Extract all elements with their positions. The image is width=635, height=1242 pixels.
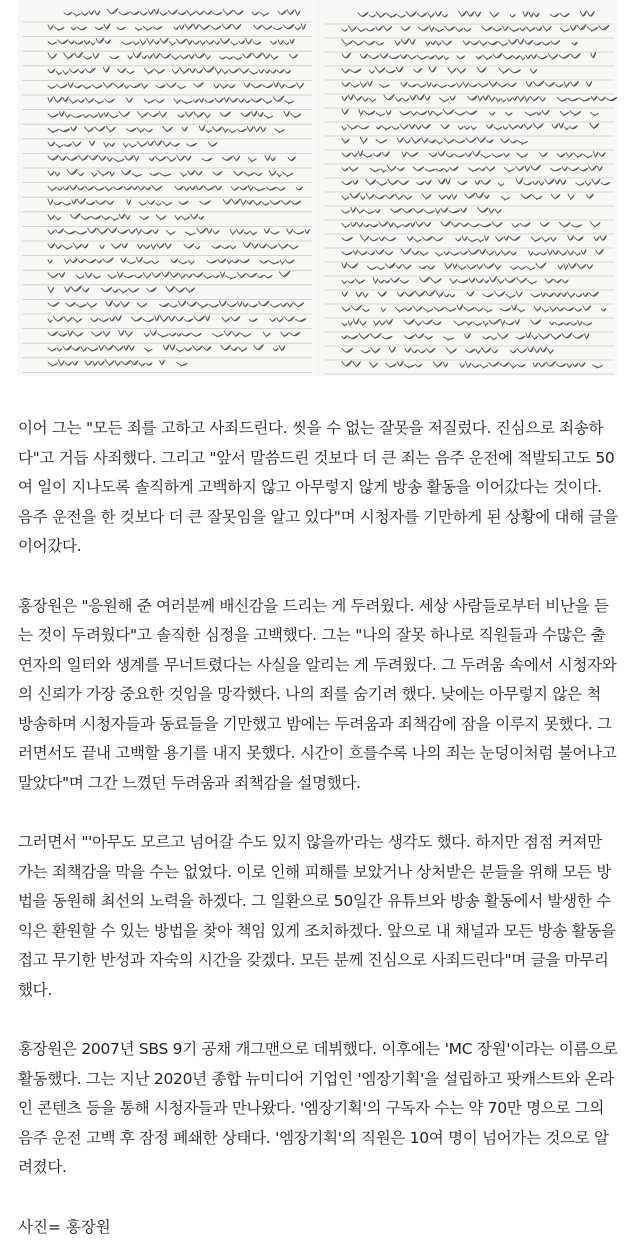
article-body <box>18 414 618 1242</box>
handwritten-letter-photo <box>18 0 618 376</box>
article-paragraph: 홍장원은 2007년 SBS 9기 공채 개그맨으로 데뷔했다. 이후에는 'MC 장원'이라는 이름으로 활동했다. 그는 지난 2020년 종합 뉴미디어 기업인 '엠장기획'을 설립하고 팟캐스트와 온라인 콘텐츠 등을 통해 시청자들과 만나왔다. '엠장기획'의 구독자 수는 약 70만 명으로 그의 음주 운전 고백 후 잠정 폐쇄한 상태다. '엠장기획'의 직원은 10여 명이 넘어가는 것으로 알려졌다. <box>18 1035 618 1183</box>
letter-page-right <box>320 0 618 376</box>
photo-credit: 사진= 홍장원 <box>18 1213 618 1242</box>
handwritten-letter-image <box>18 0 316 376</box>
article-paragraph: 이어 그는 "모든 죄를 고하고 사죄드린다. 씻을 수 없는 잘못을 저질렀다. 진심으로 죄송하다"고 거듭 사죄했다. 그리고 "앞서 말씀드린 것보다 더 큰 죄는 음주 운전에 적발되고도 50여 일이 지나도록 솔직하게 고백하지 않고 아무렇지 않게 방송 활동을 이어갔다는 것이다. 음주 운전을 한 것보다 더 큰 잘못임을 알고 있다"며 시청자를 기만하게 된 상황에 대해 글을 이어갔다. <box>18 414 618 562</box>
handwritten-letter-image <box>320 0 618 376</box>
article-paragraph: 그러면서 "'아무도 모르고 넘어갈 수도 있지 않을까'라는 생각도 했다. 하지만 점점 커져만 가는 죄책감을 막을 수는 없었다. 이로 인해 피해를 보았거나 상처받은 분들을 위해 모든 방법을 동원해 최선의 노력을 하겠다. 그 일환으로 50일간 유튜브와 방송 활동에서 발생한 수익은 환원할 수 있는 방법을 찾아 책임 있게 조치하겠다. 앞으로 내 채널과 모든 방송 활동을 접고 무기한 반성과 자숙의 시간을 갖겠다. 모든 분께 진심으로 사죄드린다"며 글을 마무리했다. <box>18 828 618 1005</box>
letter-page-left <box>18 0 316 376</box>
article-paragraph: 홍장원은 "응원해 준 여러분께 배신감을 드리는 게 두려웠다. 세상 사람들로부터 비난을 듣는 것이 두려웠다"고 솔직한 심정을 고백했다. 그는 "나의 잘못 하나로 직원들과 수많은 출연자의 일터와 생계를 무너트렸다는 사실을 알리는 게 두려웠다. 그 두려움 속에서 시청자와의 신뢰가 가장 중요한 것임을 망각했다. 나의 죄를 숨기려 했다. 낮에는 아무렇지 않은 척 방송하며 시청자들과 동료들을 기만했고 밤에는 두려움과 죄책감에 잠을 이루지 못했다. 그러면서도 끝내 고백할 용기를 내지 못했다. 시간이 흐를수록 나의 죄는 눈덩이처럼 불어나고 말았다"며 그간 느꼈던 두려움과 죄책감을 설명했다. <box>18 592 618 799</box>
